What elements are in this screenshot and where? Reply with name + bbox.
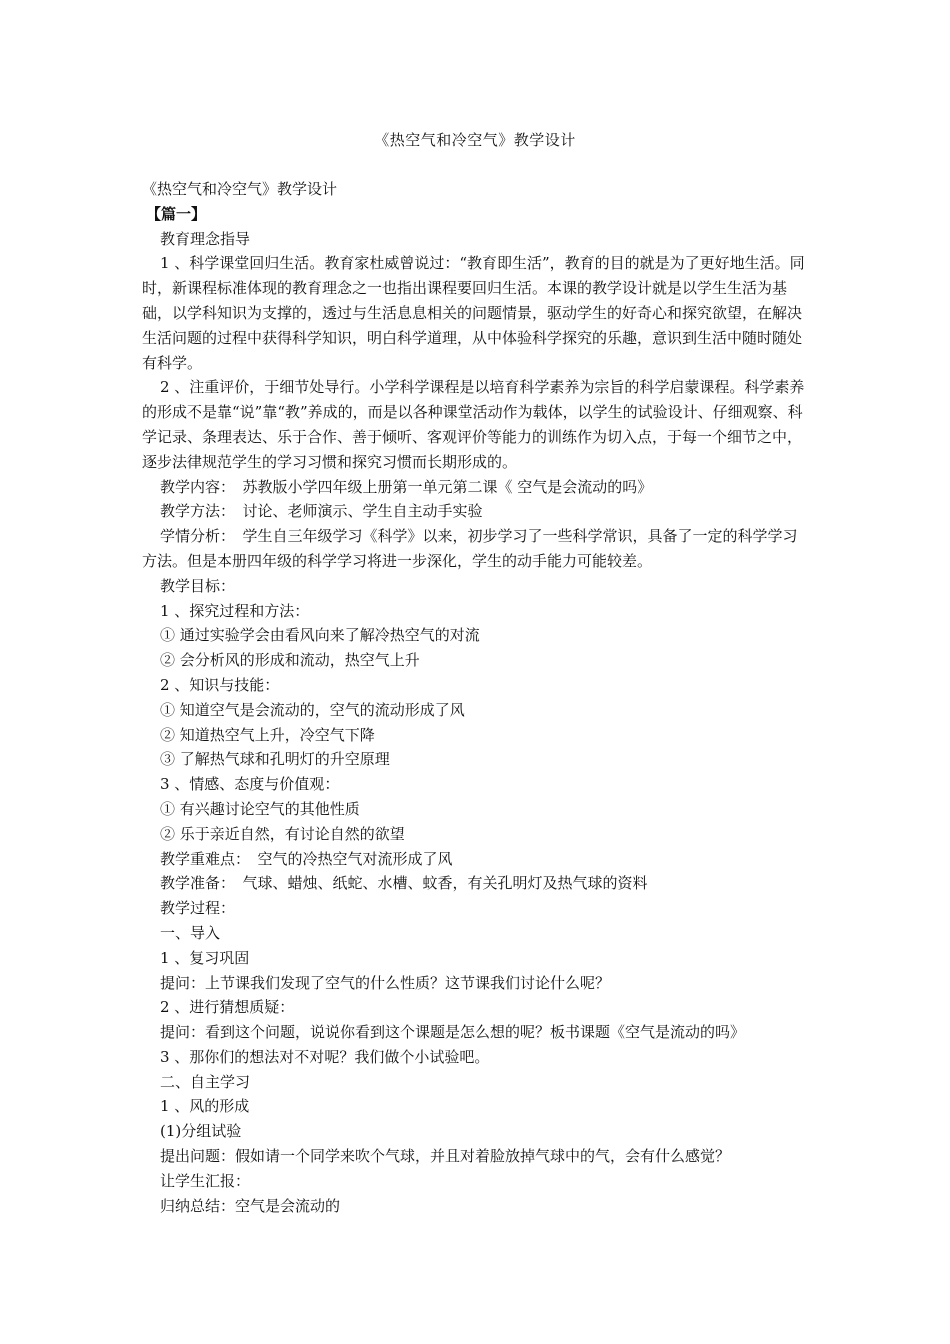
teaching-content: 教学内容： 苏教版小学四年级上册第一单元第二课《 空气是会流动的吗》 [160,477,653,496]
goal-item: ② 知道热空气上升，冷空气下降 [160,725,375,744]
process-line: 二、自主学习 [160,1072,251,1091]
process-line: 3 、那你们的想法对不对呢？我们做个小试验吧。 [160,1047,490,1066]
teaching-goals-heading: 教学目标： [160,576,236,595]
goal-item: ③ 了解热气球和孔明灯的升空原理 [160,750,390,769]
process-line: (1)分组试验 [160,1122,242,1141]
process-line: 一、导入 [160,923,221,942]
goal-item: ② 会分析风的形成和流动，热空气上升 [160,651,420,670]
goal-item: 3 、情感、态度与价值观： [160,775,340,794]
document-subtitle: 《热空气和冷空气》教学设计 [142,180,338,198]
process-line: 让学生汇报： [160,1171,251,1190]
teaching-process-heading: 教学过程： [160,899,236,918]
teaching-method: 教学方法： 讨论、老师演示、学生自主动手实验 [160,502,483,521]
section-heading: 【篇一】 [146,204,207,223]
process-line: 1 、复习巩固 [160,948,250,967]
process-line: 归纳总结：空气是会流动的 [160,1196,341,1215]
goal-item: ① 通过实验学会由看风向来了解冷热空气的对流 [160,626,480,645]
student-analysis: 学情分析： 学生自三年级学习《科学》以来，初步学习了一些科学常识，具备了一定的科学学习方法。但是本册四年级的科学学习将进一步深化，学生的动手能力可能较差。 [142,527,798,570]
key-difficulty: 教学重难点： 空气的冷热空气对流形成了风 [160,849,453,868]
process-line: 提问：看到这个问题，说说你看到这个课题是怎么想的呢？板书课题《空气是流动的吗》 [160,1023,746,1042]
document-title: 《热空气和冷空气》教学设计 [374,131,576,149]
paragraph-philosophy-1: 1 、科学课堂回归生活。教育家杜威曾说过：“教育即生活”，教育的目的就是为了更好地生活。同时，新课程标准体现的教育理念之一也指出课程要回归生活。本课的教学设计就是以学生生活为基础，以学科知识为支撑的，透过与生活息息相关的问题情景，驱动学生的好奇心和探究欲望，在解决生活问题的过程中获得科学知识，明白科学道理，从中体验科学探究的乐趣，意识到生活中随时随处有科学。 [142,254,805,372]
document-body [142,177,810,1218]
goal-item: ② 乐于亲近自然，有讨论自然的欲望 [160,824,405,843]
goal-item: 1 、探究过程和方法： [160,601,310,620]
paragraph-philosophy-2: 2 、注重评价，于细节处导行。小学科学课程是以培育科学素养为宗旨的科学启蒙课程。科学素养的形成不是靠“说”靠“教”养成的，而是以各种课堂活动作为载体，以学生的试验设计、仔细观察、科学记录、条理表达、乐于合作、善于倾听、客观评价等能力的训练作为切入点，于每一个细节之中，逐步法律规范学生的学习习惯和探究习惯而长期形成的。 [142,378,805,471]
process-line: 提出问题：假如请一个同学来吹个气球，并且对着脸放掉气球中的气，会有什么感觉？ [160,1147,731,1166]
process-line: 提问：上节课我们发现了空气的什么性质？这节课我们讨论什么呢？ [160,973,611,992]
heading-education-philosophy: 教育理念指导 [160,229,251,248]
goal-item: ① 有兴趣讨论空气的其他性质 [160,799,360,818]
goal-item: 2 、知识与技能： [160,675,280,694]
goal-item: ① 知道空气是会流动的，空气的流动形成了风 [160,700,465,719]
teaching-preparation: 教学准备： 气球、蜡烛、纸蛇、水槽、蚊香，有关孔明灯及热气球的资料 [160,874,648,893]
process-line: 2 、进行猜想质疑： [160,998,295,1017]
process-line: 1 、风的形成 [160,1097,250,1116]
